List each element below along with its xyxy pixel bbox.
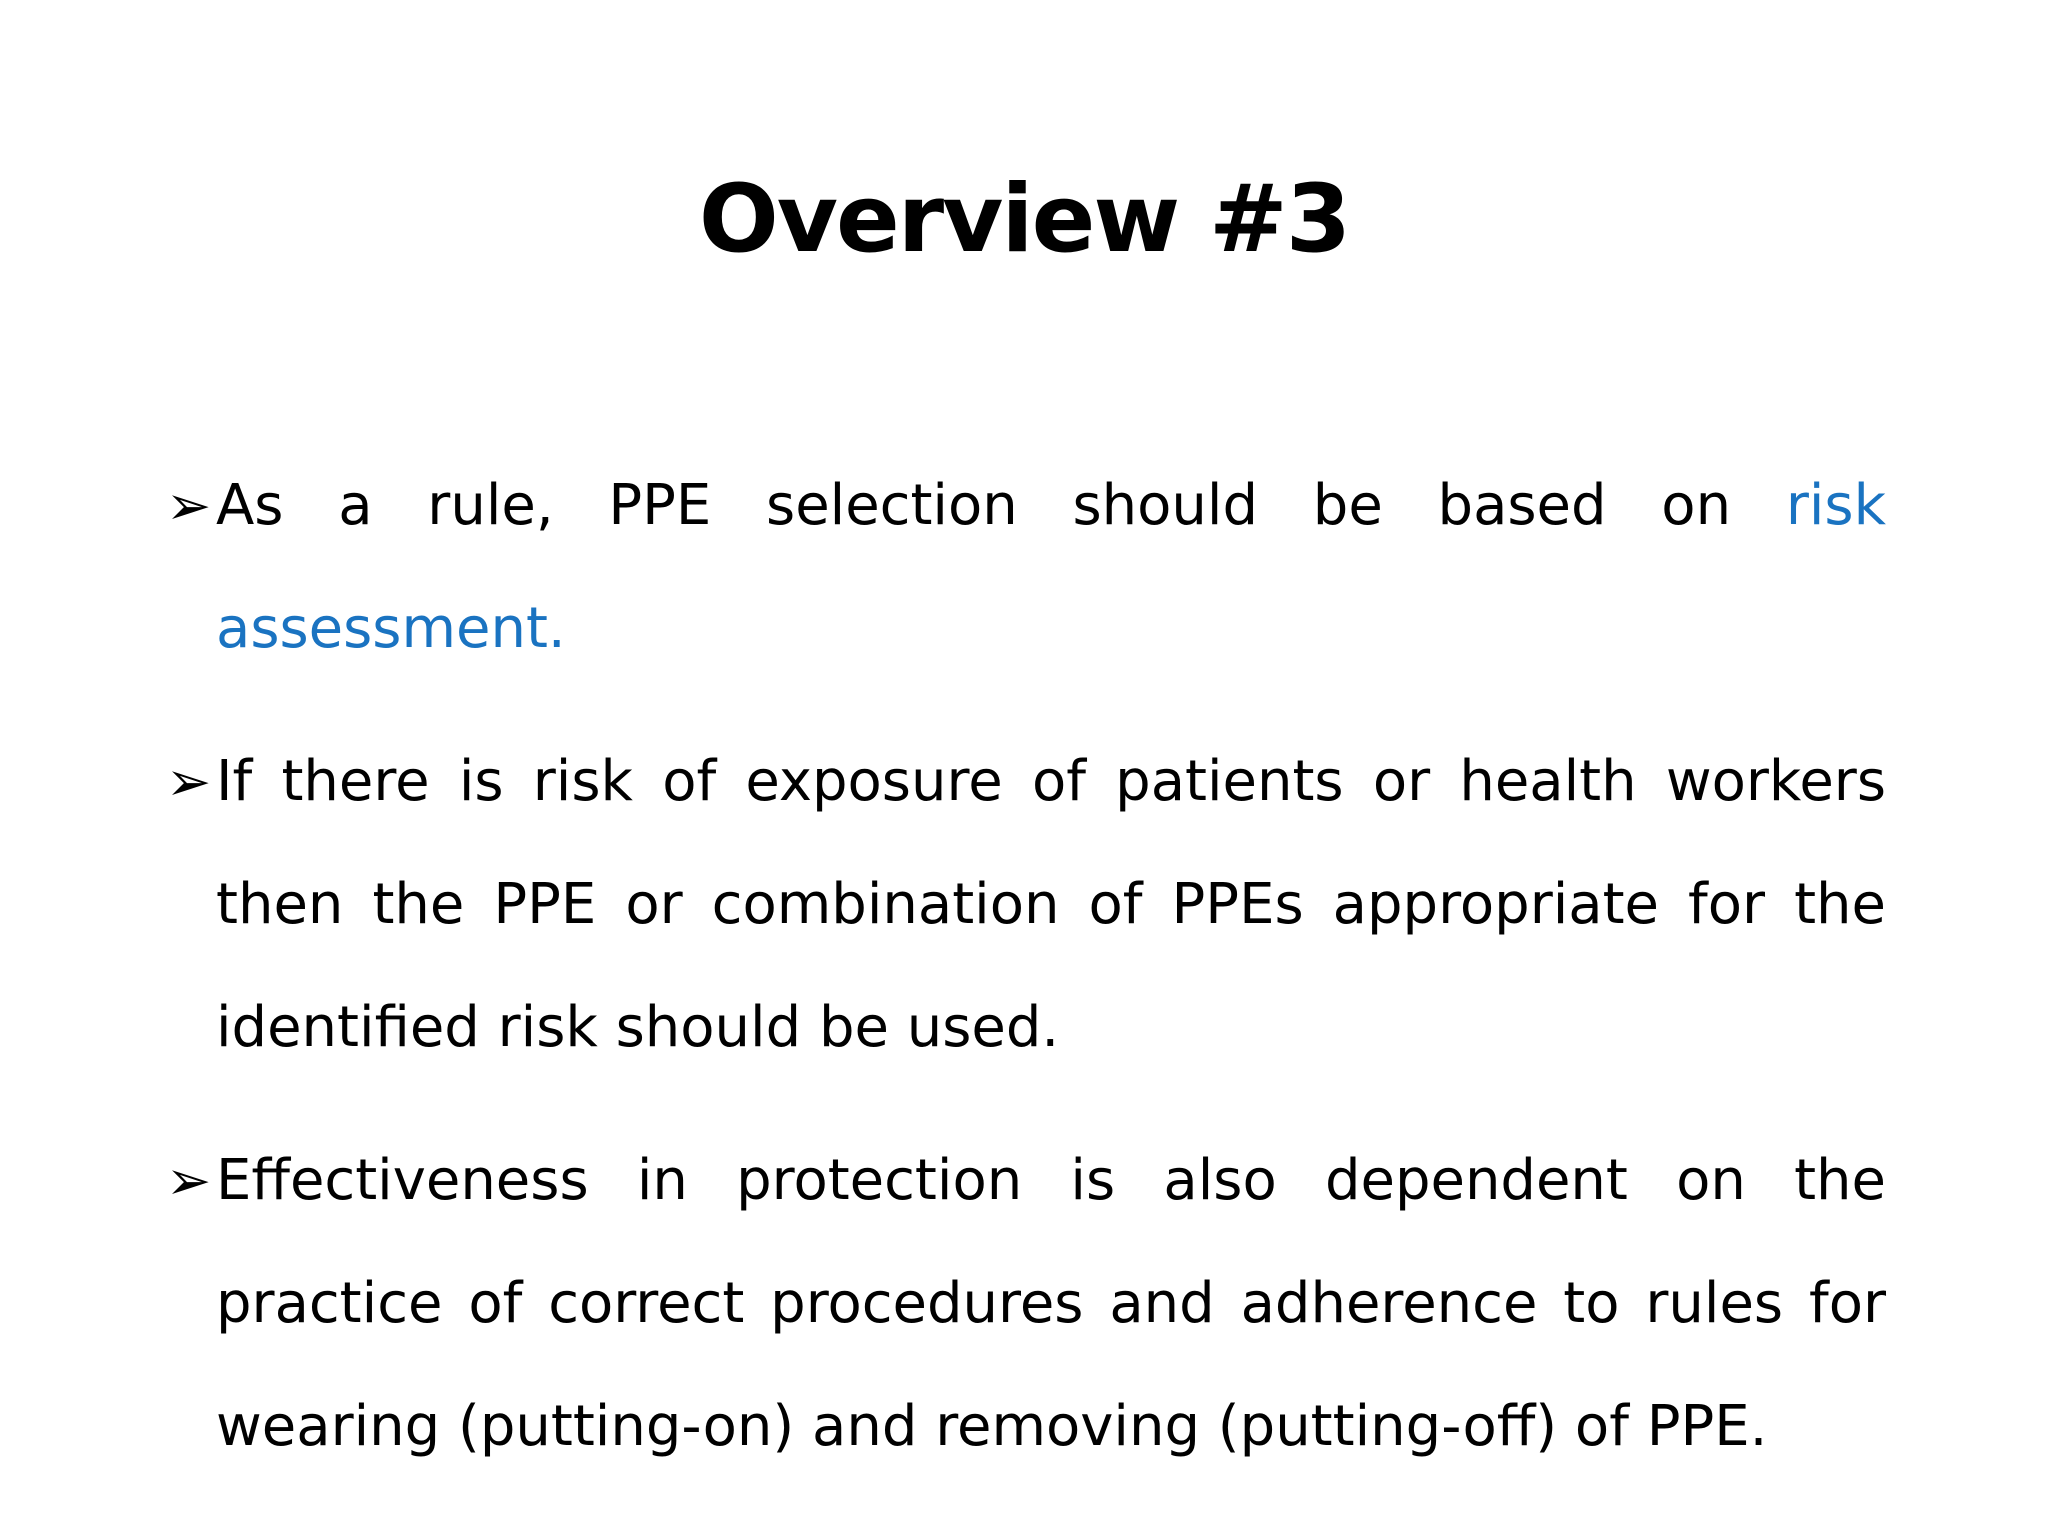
bullet-item bbox=[166, 720, 1886, 1089]
arrow-bullet-icon: ➢ bbox=[166, 750, 212, 813]
slide-title: Overview #3 bbox=[698, 165, 1350, 274]
bullet-highlight-text: risk assessment. bbox=[216, 473, 1886, 661]
bullet-list bbox=[166, 444, 1886, 1488]
bullet-text: As a rule, PPE selection should be based on bbox=[216, 473, 1786, 538]
bullet-text: Effectiveness in protection is also dependent on the practice of correct procedures and adherence to rules for wearing (putting-on) and removing (putting-off) of PPE. bbox=[216, 1148, 1886, 1459]
arrow-bullet-icon: ➢ bbox=[166, 474, 212, 537]
bullet-text: If there is risk of exposure of patients or health workers then the PPE or combination of PPEs appropriate for the identified risk should be used. bbox=[216, 749, 1886, 1060]
arrow-bullet-icon: ➢ bbox=[166, 1149, 212, 1212]
bullet-item bbox=[166, 1119, 1886, 1488]
bullet-item bbox=[166, 444, 1886, 690]
